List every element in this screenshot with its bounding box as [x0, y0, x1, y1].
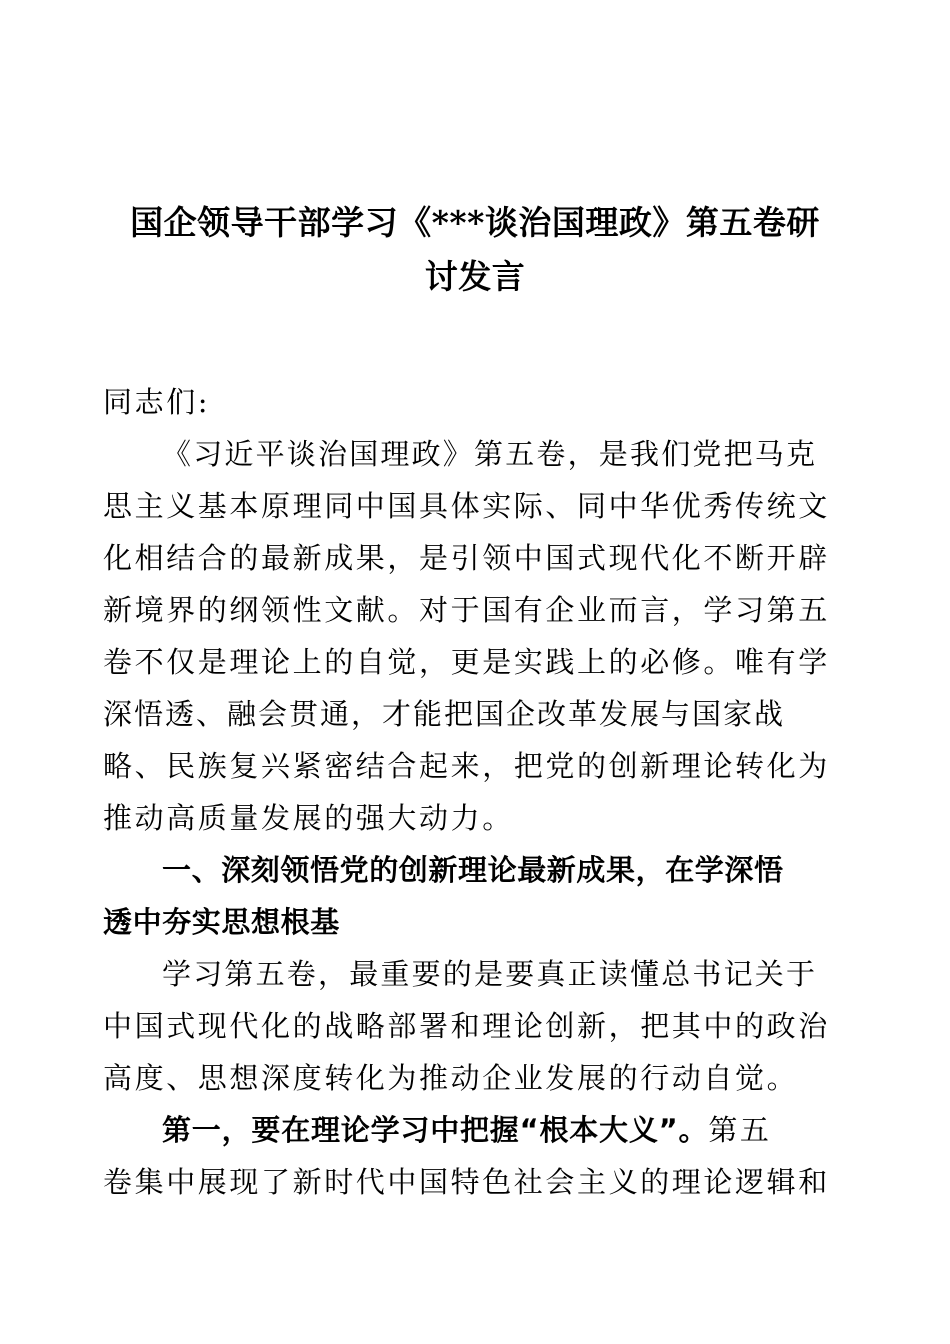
- intro-line: 卷不仅是理论上的自觉，更是实践上的必修。唯有学: [103, 645, 830, 679]
- intro-line: 思主义基本原理同中国具体实际、同中华优秀传统文: [103, 489, 830, 523]
- document-title-line-2: 讨发言: [424, 257, 526, 296]
- intro-line: 推动高质量发展的强大动力。: [103, 801, 514, 835]
- salutation: 同志们:: [103, 385, 211, 419]
- intro-line: 略、民族复兴紧密结合起来，把党的创新理论转化为: [103, 749, 830, 783]
- document-title-line-1: 国企领导干部学习《***谈治国理政》第五卷研: [130, 203, 820, 242]
- section-paragraph-line: 中国式现代化的战略部署和理论创新，把其中的政治: [103, 1009, 830, 1043]
- intro-line: 新境界的纲领性文献。对于国有企业而言，学习第五: [103, 593, 830, 627]
- intro-line: 化相结合的最新成果，是引领中国式现代化不断开辟: [103, 541, 830, 575]
- point-paragraph-line-1: [162, 1110, 772, 1150]
- section-paragraph-line: 学习第五卷，最重要的是要真正读懂总书记关于: [162, 957, 818, 991]
- section-paragraph-line: 高度、思想深度转化为推动企业发展的行动自觉。: [103, 1061, 799, 1095]
- section-heading-line-1: 一、深刻领悟党的创新理论最新成果，在学深悟: [162, 853, 784, 887]
- intro-line: 《习近平谈治国理政》第五卷，是我们党把马克: [162, 437, 818, 471]
- point-text: 第五: [708, 1113, 772, 1147]
- point-heading-bold: 第一，要在理论学习中把握“根本大义”。: [162, 1113, 709, 1147]
- intro-line: 深悟透、融会贯通，才能把国企改革发展与国家战: [103, 697, 786, 731]
- section-heading-line-2: 透中夯实思想根基: [103, 905, 340, 939]
- point-paragraph-line-2: 卷集中展现了新时代中国特色社会主义的理论逻辑和: [103, 1165, 830, 1199]
